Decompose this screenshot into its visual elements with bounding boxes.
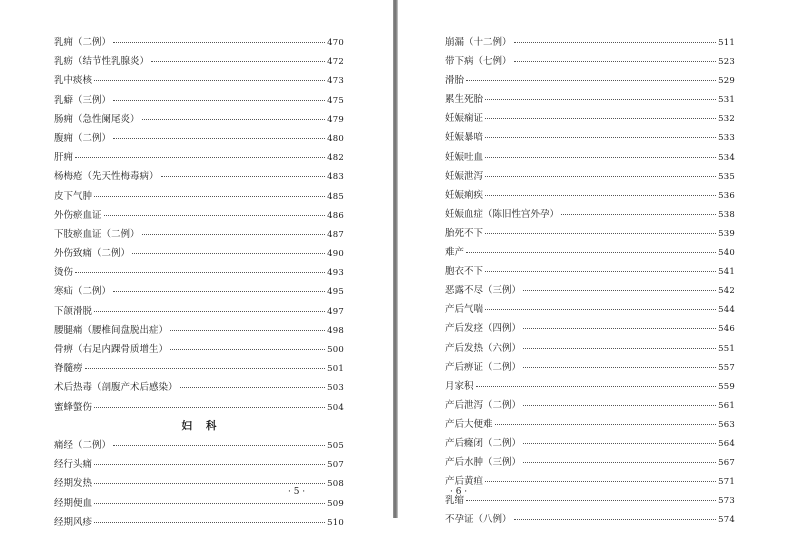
section-heading: 妇科 <box>181 419 231 432</box>
toc-entry <box>54 513 344 532</box>
dot-leader <box>161 175 326 177</box>
toc-entry-page: 534 <box>718 152 735 163</box>
toc-entry-page: 493 <box>327 268 344 279</box>
toc-entry <box>445 281 735 300</box>
dot-leader <box>466 79 716 81</box>
dot-leader <box>75 156 325 158</box>
toc-entry <box>445 205 735 224</box>
dot-leader <box>466 499 716 501</box>
toc-entry <box>445 358 735 377</box>
toc-entry-title: 经期便血 <box>54 497 93 509</box>
toc-entry-page: 479 <box>327 114 344 125</box>
toc-entry-title: 经行头痛 <box>54 459 93 471</box>
toc-entry-title: 下肢瘀血证（二例） <box>54 228 140 240</box>
dot-leader <box>485 98 716 100</box>
toc-entry-title: 产后大便难 <box>445 418 493 430</box>
toc-entry-page: 473 <box>327 76 344 87</box>
toc-entry-title: 难产 <box>445 247 465 259</box>
toc-entry-page: 507 <box>327 460 344 471</box>
toc-entry <box>54 33 344 52</box>
toc-entry-page: 546 <box>718 324 735 335</box>
toc-entry-title: 妊娠暴喑 <box>445 132 484 144</box>
right-entry-list <box>445 33 735 529</box>
dot-leader <box>523 289 716 291</box>
toc-entry <box>54 282 344 301</box>
toc-entry-page: 540 <box>718 248 735 259</box>
toc-entry-page: 532 <box>718 114 735 125</box>
dot-leader <box>514 518 717 520</box>
toc-entry <box>445 109 735 128</box>
toc-entry <box>445 71 735 90</box>
toc-entry-title: 妊娠吐血 <box>445 151 484 163</box>
toc-entry <box>445 491 735 510</box>
right-toc <box>445 33 735 529</box>
toc-entry <box>445 415 735 434</box>
toc-entry <box>54 302 344 321</box>
toc-entry <box>54 244 344 263</box>
left-page-number: · 5 · <box>288 487 306 497</box>
toc-entry <box>445 224 735 243</box>
dot-leader <box>85 367 326 369</box>
dot-leader <box>142 233 326 235</box>
dot-leader <box>485 117 716 119</box>
toc-entry-page: 480 <box>327 133 344 144</box>
toc-entry <box>54 378 344 397</box>
toc-entry-page: 498 <box>327 325 344 336</box>
toc-entry-title: 滑胎 <box>445 75 465 87</box>
dot-leader <box>94 406 325 408</box>
left-section-entry-list <box>54 436 344 532</box>
dot-leader <box>142 118 326 120</box>
toc-entry <box>445 319 735 338</box>
toc-entry-title: 术后热毒（剖腹产术后感染） <box>54 382 178 394</box>
toc-entry <box>54 398 344 417</box>
toc-entry <box>54 52 344 71</box>
dot-leader <box>466 251 716 253</box>
toc-entry <box>445 453 735 472</box>
toc-entry-title: 骨痹（右足内踝骨质增生） <box>54 344 169 355</box>
left-page <box>0 0 393 528</box>
toc-entry-title: 产后发热（六例） <box>445 342 522 354</box>
dot-leader <box>94 195 325 197</box>
toc-entry-title: 乳中痰核 <box>54 75 93 87</box>
dot-leader <box>523 442 716 444</box>
toc-entry <box>445 396 735 415</box>
toc-entry-title: 蜜蜂螫伤 <box>54 401 93 413</box>
toc-entry-page: 544 <box>718 305 735 316</box>
dot-leader <box>523 404 716 406</box>
toc-entry-title: 乳疬（结节性乳腺炎） <box>54 56 150 68</box>
dot-leader <box>151 60 325 62</box>
toc-entry-title: 脊髓痨 <box>54 363 83 375</box>
toc-entry-title: 妊娠痢疾 <box>445 189 484 201</box>
toc-entry-page: 567 <box>718 458 735 469</box>
toc-entry-page: 538 <box>718 209 735 220</box>
toc-entry-title: 产后气喘 <box>445 304 484 316</box>
toc-entry <box>54 187 344 206</box>
dot-leader <box>94 502 325 504</box>
toc-entry <box>54 340 344 359</box>
right-page-number: · 6 · <box>450 487 468 497</box>
toc-entry-title: 带下病（七例） <box>445 56 512 68</box>
toc-entry-title: 肠痈（急性阑尾炎） <box>54 113 140 125</box>
toc-entry-title: 妊娠痫证 <box>445 113 484 125</box>
dot-leader <box>495 423 717 425</box>
dot-leader <box>485 175 716 177</box>
toc-entry-page: 490 <box>327 249 344 260</box>
toc-entry <box>54 110 344 129</box>
dot-leader <box>104 214 326 216</box>
toc-entry-title: 腰腿痛（腰椎间盘脱出症） <box>54 324 169 336</box>
toc-entry-page: 571 <box>718 477 735 488</box>
dot-leader <box>485 308 716 310</box>
toc-entry-title: 下颌滑脱 <box>54 305 93 317</box>
toc-entry-page: 501 <box>327 364 344 375</box>
toc-entry-page: 551 <box>718 343 735 354</box>
toc-entry <box>445 148 735 167</box>
toc-entry-title: 痛经（二例） <box>54 439 112 451</box>
toc-entry-title: 外伤致痛（二例） <box>54 248 131 260</box>
toc-entry <box>54 206 344 225</box>
dot-leader <box>180 386 326 388</box>
dot-leader <box>113 137 325 139</box>
toc-entry-page: 573 <box>718 496 735 507</box>
toc-entry-page: 536 <box>718 190 735 201</box>
dot-leader <box>523 461 716 463</box>
dot-leader <box>113 41 325 43</box>
toc-entry-page: 535 <box>718 171 735 182</box>
left-toc <box>54 33 344 532</box>
toc-entry-page: 574 <box>718 515 735 526</box>
toc-entry <box>54 263 344 282</box>
toc-entry-page: 483 <box>327 172 344 183</box>
toc-entry-title: 乳缩 <box>445 495 465 507</box>
toc-entry-page: 539 <box>718 228 735 239</box>
toc-entry-title: 妊娠泄泻 <box>445 170 484 182</box>
dot-leader <box>170 329 325 331</box>
dot-leader <box>485 232 716 234</box>
dot-leader <box>170 348 325 350</box>
toc-entry-title: 胞衣不下 <box>445 266 484 278</box>
toc-entry <box>445 128 735 147</box>
toc-entry <box>445 52 735 71</box>
toc-entry-page: 523 <box>718 57 735 68</box>
toc-entry-page: 475 <box>327 95 344 106</box>
toc-entry-title: 累生死胎 <box>445 94 484 106</box>
dot-leader <box>94 482 325 484</box>
toc-entry <box>445 262 735 281</box>
dot-leader <box>485 136 716 138</box>
toc-entry <box>54 71 344 90</box>
toc-entry-title: 产后癃闭（二例） <box>445 437 522 449</box>
toc-entry <box>445 167 735 186</box>
dot-leader <box>485 480 716 482</box>
toc-entry-title: 腹痈（二例） <box>54 132 112 144</box>
toc-entry-title: 烫伤 <box>54 267 74 279</box>
toc-entry-page: 561 <box>718 400 735 411</box>
dot-leader <box>523 366 716 368</box>
dot-leader <box>523 327 716 329</box>
toc-entry-page: 509 <box>327 498 344 509</box>
toc-entry <box>445 33 735 52</box>
toc-entry-title: 产后水肿（三例） <box>445 457 522 469</box>
toc-entry-page: 470 <box>327 38 344 48</box>
toc-entry <box>54 455 344 474</box>
toc-entry <box>54 321 344 340</box>
dot-leader <box>94 521 325 523</box>
right-page <box>398 0 793 526</box>
dot-leader <box>514 41 717 43</box>
dot-leader <box>561 213 716 215</box>
dot-leader <box>113 99 325 101</box>
toc-entry <box>445 339 735 358</box>
toc-entry-title: 寒疝（二例） <box>54 286 112 298</box>
toc-entry <box>445 186 735 205</box>
toc-entry-title: 崩漏（十二例） <box>445 37 512 48</box>
toc-entry-title: 产后痹证（二例） <box>445 361 522 373</box>
toc-entry-page: 563 <box>718 419 735 430</box>
dot-leader <box>485 194 716 196</box>
toc-entry-title: 乳癖（三例） <box>54 94 112 106</box>
toc-entry-page: 542 <box>718 286 735 297</box>
toc-entry-page: 510 <box>327 517 344 528</box>
dot-leader <box>485 270 716 272</box>
toc-entry-title: 妊娠血症（陈旧性宫外孕） <box>445 208 560 220</box>
toc-entry <box>54 167 344 186</box>
toc-entry-title: 恶露不尽（三例） <box>445 285 522 297</box>
toc-entry-page: 505 <box>327 440 344 451</box>
toc-entry-title: 杨梅疮（先天性梅毒病） <box>54 171 159 183</box>
toc-entry <box>54 436 344 455</box>
toc-entry-page: 541 <box>718 267 735 278</box>
toc-entry-page: 529 <box>718 76 735 87</box>
toc-entry <box>54 225 344 244</box>
toc-entry-title: 月家积 <box>445 380 474 392</box>
toc-entry-page: 472 <box>327 57 344 68</box>
toc-entry-page: 485 <box>327 191 344 202</box>
dot-leader <box>113 290 325 292</box>
toc-entry <box>445 377 735 396</box>
toc-entry-page: 495 <box>327 287 344 298</box>
toc-entry <box>54 91 344 110</box>
toc-entry-title: 肝痈 <box>54 152 74 164</box>
toc-entry <box>445 510 735 529</box>
toc-entry-page: 557 <box>718 362 735 373</box>
toc-entry <box>54 359 344 378</box>
toc-entry <box>445 434 735 453</box>
toc-entry <box>445 472 735 491</box>
toc-entry-title: 不孕证（八例） <box>445 514 512 526</box>
toc-entry <box>445 300 735 319</box>
toc-entry-page: 500 <box>327 345 344 355</box>
toc-entry-page: 559 <box>718 381 735 392</box>
toc-entry-page: 511 <box>718 38 735 48</box>
dot-leader <box>94 463 325 465</box>
toc-entry-page: 508 <box>327 479 344 490</box>
dot-leader <box>514 60 717 62</box>
toc-entry-page: 486 <box>327 210 344 221</box>
toc-entry-title: 皮下气肿 <box>54 190 93 202</box>
toc-entry-title: 经期风疹 <box>54 516 93 528</box>
toc-entry-page: 503 <box>327 383 344 394</box>
dot-leader <box>94 310 325 312</box>
toc-entry <box>54 148 344 167</box>
dot-leader <box>94 79 325 81</box>
toc-entry-page: 533 <box>718 133 735 144</box>
toc-entry-page: 487 <box>327 229 344 240</box>
left-entry-list <box>54 33 344 417</box>
dot-leader <box>523 347 716 349</box>
toc-entry <box>445 90 735 109</box>
toc-entry-page: 531 <box>718 95 735 106</box>
toc-entry-title: 外伤瘀血证 <box>54 209 102 221</box>
dot-leader <box>485 156 716 158</box>
toc-entry-title: 产后泄泻（二例） <box>445 399 522 411</box>
toc-entry-page: 564 <box>718 438 735 449</box>
toc-entry-title: 乳痈（二例） <box>54 37 112 48</box>
dot-leader <box>113 444 325 446</box>
toc-entry <box>54 129 344 148</box>
toc-entry <box>445 243 735 262</box>
toc-entry-page: 497 <box>327 306 344 317</box>
toc-entry-page: 504 <box>327 402 344 413</box>
dot-leader <box>476 385 717 387</box>
dot-leader <box>132 252 325 254</box>
toc-entry-title: 经期发热 <box>54 478 93 490</box>
dot-leader <box>75 271 325 273</box>
toc-entry-title: 产后发痉（四例） <box>445 323 522 335</box>
toc-entry-page: 482 <box>327 153 344 164</box>
toc-entry-title: 产后黄疸 <box>445 476 484 488</box>
toc-entry-title: 胎死不下 <box>445 227 484 239</box>
